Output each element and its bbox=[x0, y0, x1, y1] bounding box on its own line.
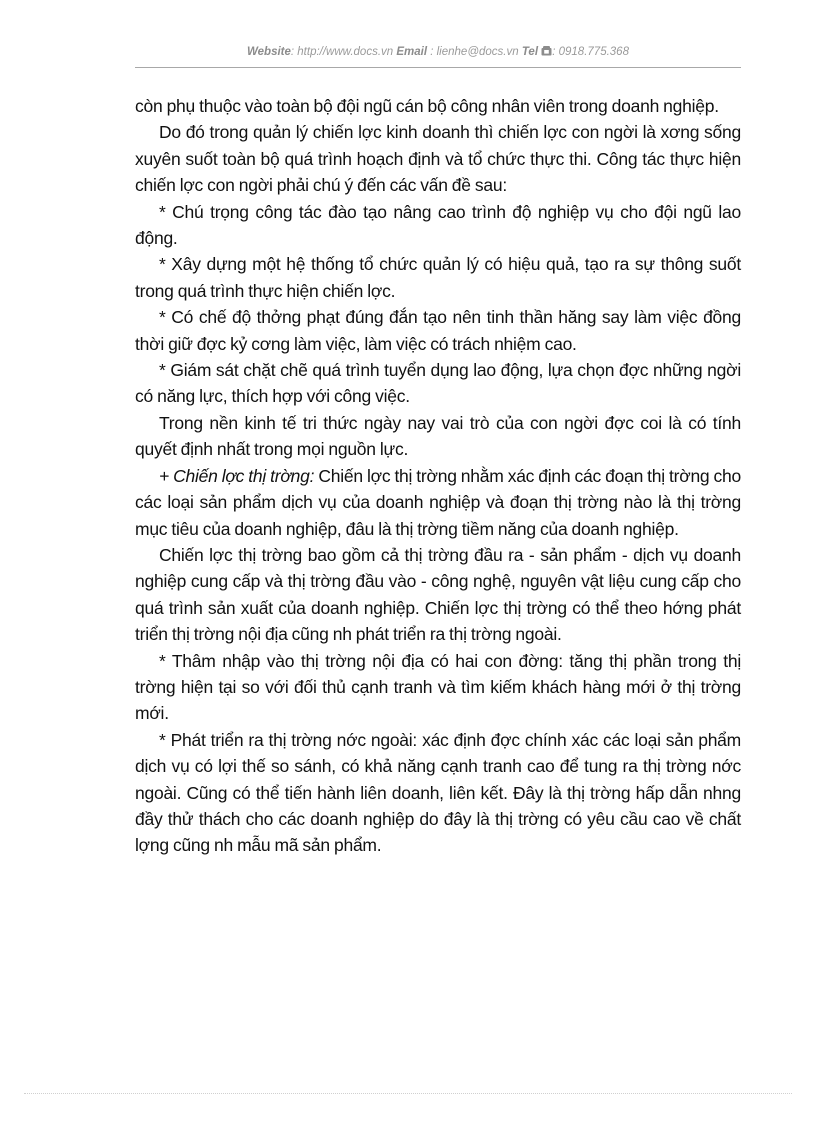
paragraph-text: * Giám sát chặt chẽ quá trình tuyển dụng lao động, lựa chọn đợc những ngời có năng lực, thích hợp với công việc. bbox=[135, 360, 741, 407]
paragraph-text: * Thâm nhập vào thị trờng nội địa có hai con đờng: tăng thị phần trong thị trờng hiện tại so với đối thủ cạnh tranh và tìm kiếm khách hàng mới ở thị trờng mới. bbox=[135, 650, 741, 724]
paragraph bbox=[135, 199, 741, 252]
paragraph bbox=[135, 251, 741, 304]
paragraph bbox=[135, 304, 741, 357]
paragraph-text: còn phụ thuộc vào toàn bộ đội ngũ cán bộ công nhân viên trong doanh nghiệp. bbox=[135, 96, 719, 116]
website-label: Website bbox=[247, 46, 291, 58]
page-bottom-border bbox=[24, 1093, 792, 1094]
paragraph bbox=[135, 463, 741, 542]
paragraph bbox=[135, 727, 741, 859]
phone-icon bbox=[541, 46, 552, 59]
paragraph bbox=[135, 410, 741, 463]
document-body bbox=[135, 93, 741, 859]
paragraph-text: Chiến lợc thị trờng nhằm xác định các đoạn thị trờng cho các loại sản phẩm dịch vụ của doanh nghiệp và đoạn thị trờng nào là thị trờng mục tiêu của doanh nghiệp, đâu là thị trờng tiềm năng của doanh nghiệp. bbox=[135, 465, 741, 539]
email-value[interactable]: : lienhe@docs.vn bbox=[427, 46, 522, 58]
paragraph-text: * Phát triển ra thị trờng nớc ngoài: xác định đợc chính xác các loại sản phẩm dịch vụ có lợi thế so sánh, có khả năng cạnh tranh cao để tung ra thị trờng nớc ngoài. Cũng có thể tiến hành liên doanh, liên kết. Đây là thị trờng hấp dẫn nhng đầy thử thách cho các doanh nghiệp do đây là thị trờng có yêu cầu cao về chất lợng cũng nh mẫu mã sản phẩm. bbox=[135, 729, 741, 856]
paragraph-text: Do đó trong quản lý chiến lợc kinh doanh thì chiến lợc con ngời là xơng sống xuyên suốt toàn bộ quá trình hoạch định và tổ chức thực thi. Công tác thực hiện chiến lợc con ngời phải chú ý đến các vấn đề sau: bbox=[135, 122, 741, 196]
paragraph-heading: + Chiến lợc thị trờng: bbox=[159, 465, 315, 486]
paragraph-text: * Xây dựng một hệ thống tổ chức quản lý có hiệu quả, tạo ra sự thông suốt trong quá trình thực hiện chiến lợc. bbox=[135, 254, 741, 301]
paragraph bbox=[135, 357, 741, 410]
tel-label: Tel bbox=[521, 46, 539, 58]
email-label: Email bbox=[396, 46, 428, 58]
page-header bbox=[135, 46, 741, 68]
paragraph-text: * Có chế độ thởng phạt đúng đắn tạo nên tinh thần hăng say làm việc đồng thời giữ đợc kỷ cơng làm việc, làm việc có trách nhiệm cao. bbox=[135, 307, 741, 354]
tel-value: : 0918.775.368 bbox=[552, 46, 629, 58]
website-value[interactable]: : http://www.docs.vn bbox=[290, 46, 397, 58]
paragraph-text: * Chú trọng công tác đào tạo nâng cao trình độ nghiệp vụ cho đội ngũ lao động. bbox=[135, 201, 741, 249]
paragraph bbox=[135, 93, 741, 119]
paragraph bbox=[135, 119, 741, 198]
header-divider bbox=[135, 67, 741, 68]
paragraph bbox=[135, 648, 741, 727]
paragraph-text: Trong nền kinh tế tri thức ngày nay vai trò của con ngời đợc coi là có tính quyết định nhất trong mọi nguồn lực. bbox=[135, 412, 741, 460]
paragraph-text: Chiến lợc thị trờng bao gồm cả thị trờng đầu ra - sản phẩm - dịch vụ doanh nghiệp cung cấp và thị trờng đầu vào - công nghệ, nguyên vật liệu cung cấp cho quá trình sản xuất của doanh nghiệp. Chiến lợc thị trờng có thể theo hớng phát triển thị trờng nội địa cũng nh phát triển ra thị trờng ngoài. bbox=[135, 544, 741, 645]
paragraph bbox=[135, 542, 741, 648]
